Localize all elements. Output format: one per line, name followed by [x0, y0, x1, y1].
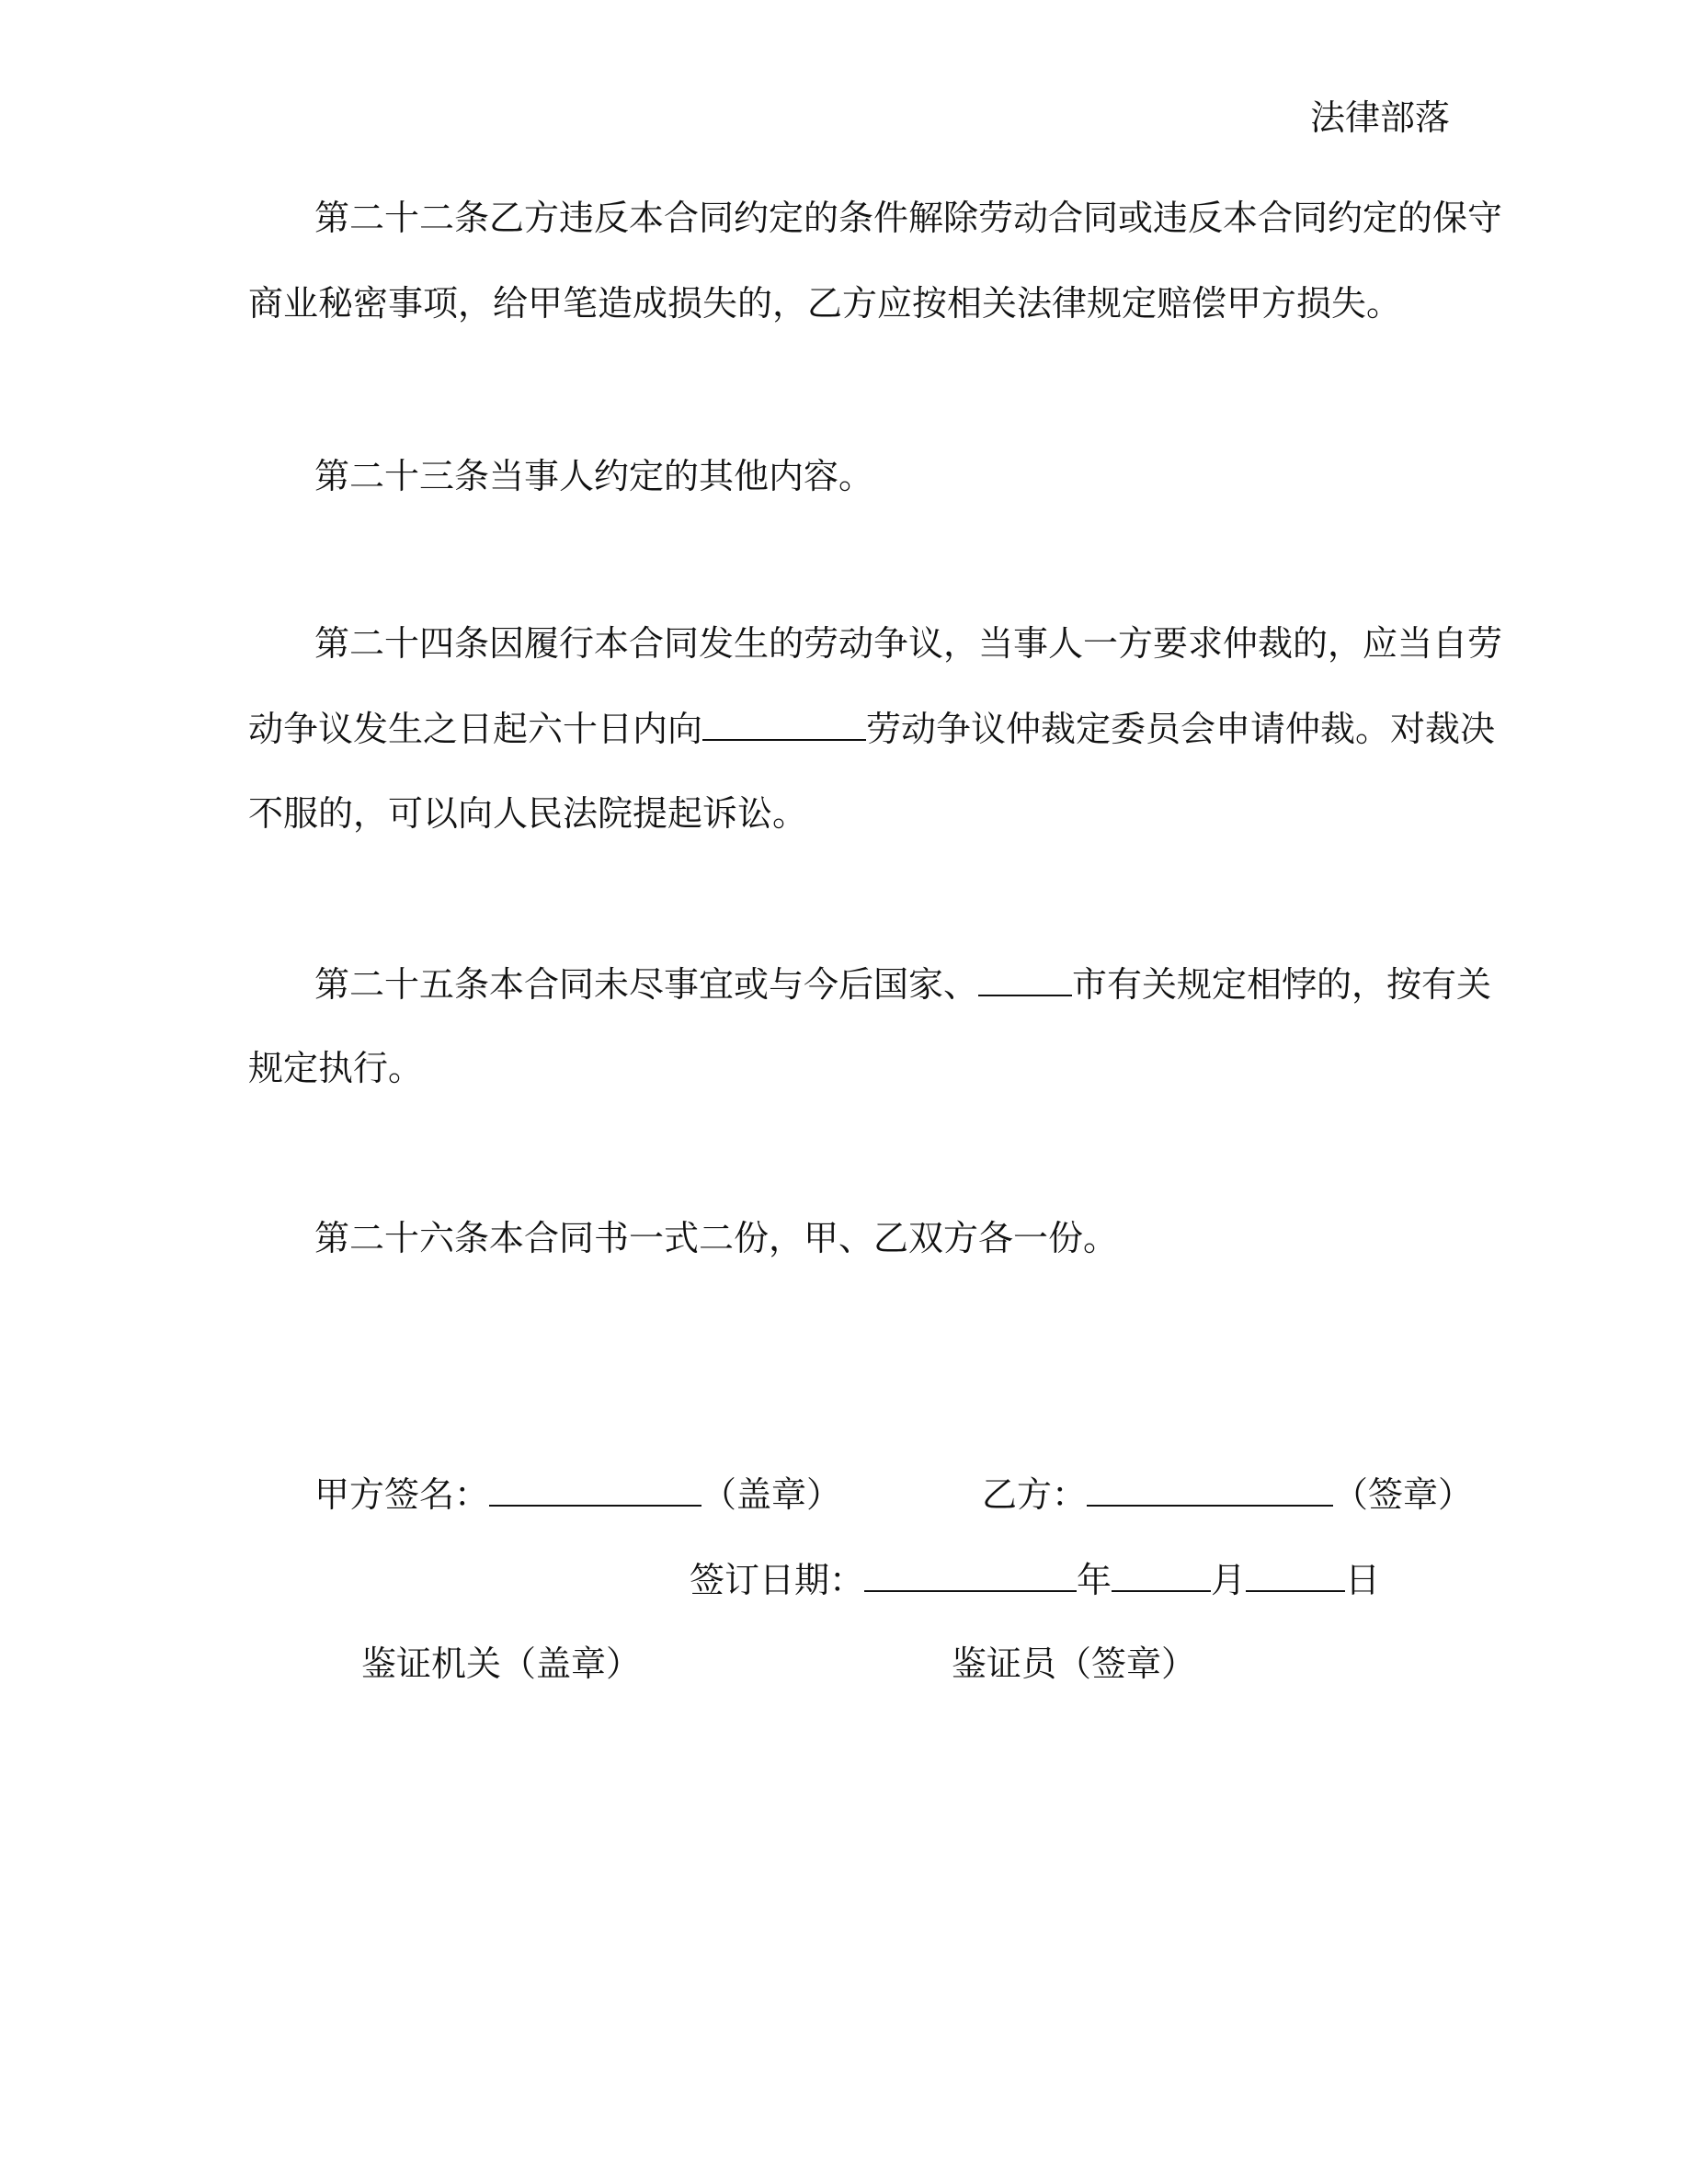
article-24-line-3: 不服的，可以向人民法院提起诉讼。: [248, 793, 808, 834]
article-24-text-a: 动争议发生之日起六十日内向: [248, 709, 703, 749]
article-24-line-1: 第二十四条因履行本合同发生的劳动争议，当事人一方要求仲裁的，应当自劳: [314, 623, 1503, 664]
party-a-seal: （盖章）: [701, 1474, 842, 1515]
day-blank[interactable]: [1246, 1557, 1345, 1592]
article-26: 第二十六条本合同书一式二份，甲、乙双方各一份。: [314, 1218, 1119, 1258]
arbitration-committee-blank[interactable]: [702, 706, 866, 741]
party-a-signature: [314, 1472, 841, 1517]
verifier-seal: 鉴证员（签章）: [952, 1644, 1197, 1684]
city-blank[interactable]: [978, 961, 1072, 996]
article-24-line-2: [248, 706, 1495, 751]
article-25-text-a: 第二十五条本合同未尽事宜或与今后国家、: [314, 964, 979, 1005]
party-b-signature: [982, 1472, 1473, 1517]
article-22-line-2: 商业秘密事项，给甲笔造成损失的，乙方应按相关法律规定赔偿甲方损失。: [248, 283, 1402, 324]
article-25-line-1: [314, 961, 1491, 1007]
party-b-seal: （签章）: [1333, 1474, 1474, 1515]
article-24-text-b: 劳动争议仲裁定委员会申请仲裁。对裁决: [866, 709, 1496, 749]
header-title: 法律部落: [1310, 97, 1451, 138]
signing-date: [690, 1557, 1380, 1602]
date-label: 签订日期：: [690, 1560, 865, 1600]
year-label: 年: [1077, 1560, 1112, 1600]
party-a-label: 甲方签名：: [314, 1474, 490, 1515]
day-label: 日: [1345, 1560, 1381, 1600]
article-23: 第二十三条当事人约定的其他内容。: [314, 456, 874, 496]
party-b-signature-blank[interactable]: [1087, 1472, 1333, 1507]
month-blank[interactable]: [1112, 1557, 1211, 1592]
year-blank[interactable]: [864, 1557, 1077, 1592]
article-25-line-2: 规定执行。: [248, 1048, 424, 1088]
authority-seal: 鉴证机关（盖章）: [361, 1644, 642, 1684]
month-label: 月: [1211, 1560, 1247, 1600]
party-a-signature-blank[interactable]: [489, 1472, 701, 1507]
article-22-line-1: 第二十二条乙方违反本合同约定的条件解除劳动合同或违反本合同约定的保守: [314, 198, 1503, 238]
party-b-label: 乙方：: [982, 1474, 1088, 1515]
article-25-text-b: 市有关规定相悖的，按有关: [1072, 964, 1492, 1005]
